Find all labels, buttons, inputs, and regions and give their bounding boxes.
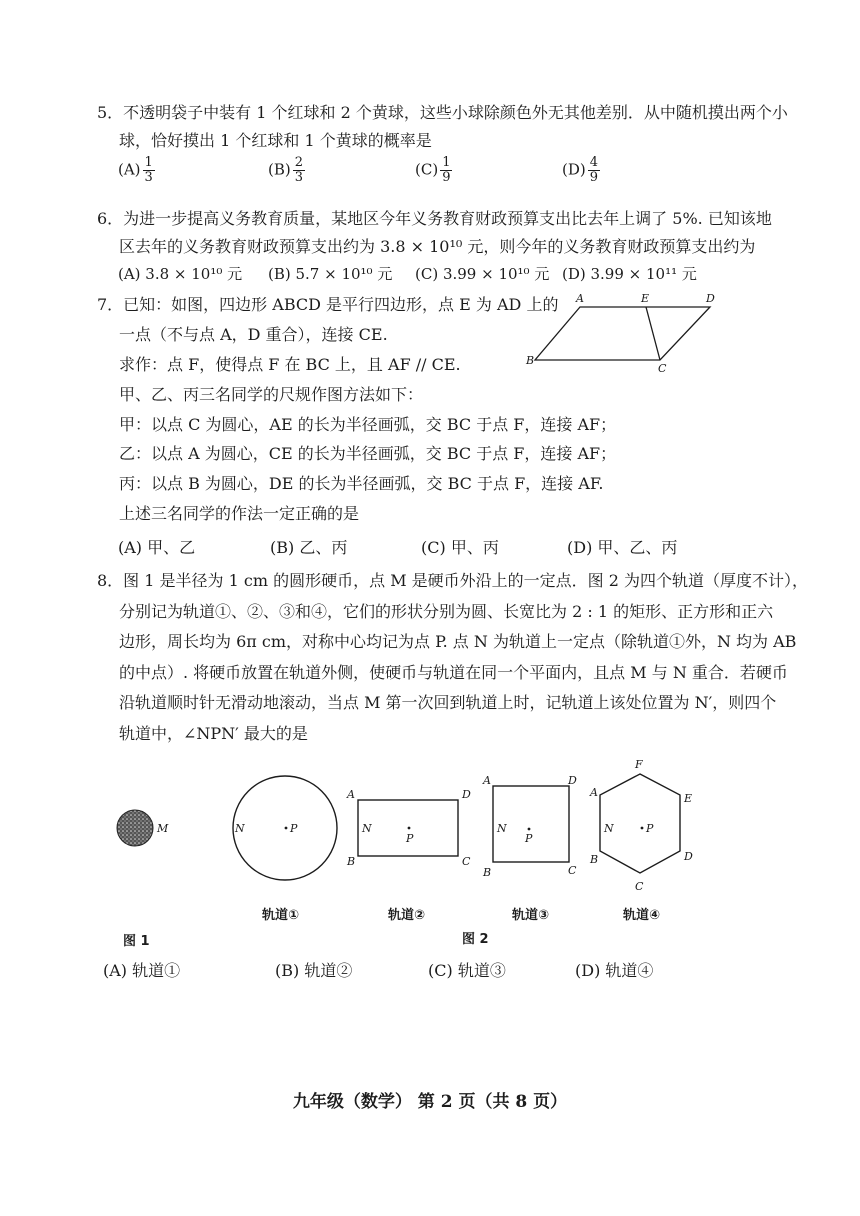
q6-option-a: (A) 3.8 × 10¹⁰ 元: [118, 265, 243, 283]
label-b: B: [526, 354, 535, 367]
track4-caption: 轨道④: [623, 908, 661, 923]
q7-line2: 一点（不与点 A，D 重合），连接 CE.: [119, 325, 388, 344]
q8-line3: 边形，周长均为 6π cm，对称中心均记为点 P. 点 N 为轨道上一定点（除轨道①外，N 均为 AB: [119, 632, 797, 651]
track1-label-n: N: [235, 822, 245, 835]
track2-label-p: P: [406, 832, 414, 845]
q8-option-c: (C) 轨道③: [428, 961, 506, 980]
track4-label-a: A: [590, 786, 598, 799]
q5-option-c: (C) $\frac{1}{9}$: [415, 155, 451, 185]
coin-shape: [117, 810, 153, 846]
track3-label-a: A: [483, 774, 491, 787]
q7-option-b: (B) 乙、丙: [270, 538, 348, 557]
track2-label-b: B: [347, 855, 356, 868]
q7-line1: 7．已知：如图，四边形 ABCD 是平行四边形，点 E 为 AD 上的: [97, 295, 559, 314]
track4-label-c: C: [635, 880, 644, 893]
q6-option-c: (C) 3.99 × 10¹⁰ 元: [415, 265, 550, 283]
q6-option-d: (D) 3.99 × 10¹¹ 元: [562, 265, 697, 283]
track4-label-f: F: [635, 758, 643, 771]
label-d: D: [706, 292, 715, 305]
track1-label-p: P: [290, 822, 298, 835]
fig1-caption: 图 1: [123, 934, 150, 949]
track4-label-n: N: [604, 822, 614, 835]
fig2-caption: 图 2: [462, 932, 489, 947]
track1-caption: 轨道①: [262, 908, 300, 923]
track4-label-b: B: [590, 853, 599, 866]
track2-caption: 轨道②: [388, 908, 426, 923]
tracks-figure: [90, 750, 720, 930]
q7-line6: 乙：以点 A 为圆心，CE 的长为半径画弧，交 BC 于点 F，连接 AF；: [119, 444, 617, 463]
q8-line5: 沿轨道顺时针无滑动地滚动，当点 M 第一次回到轨道上时，记轨道上该处位置为 N′，则四个: [119, 693, 777, 712]
track4-label-d: D: [684, 850, 693, 863]
track4-label-e: E: [684, 792, 693, 805]
q8-line1: 8．图 1 是半径为 1 cm 的圆形硬币，点 M 是硬币外沿上的一定点．图 2 为四个轨道（厚度不计），: [97, 571, 809, 590]
track3-label-n: N: [497, 822, 507, 835]
q7-option-a: (A) 甲、乙: [118, 538, 196, 557]
q7-option-c: (C) 甲、丙: [421, 538, 499, 557]
track4-label-p: P: [646, 822, 654, 835]
track2-label-n: N: [362, 822, 372, 835]
track3-caption: 轨道③: [512, 908, 550, 923]
q5-option-a: (A) $\frac{1}{3}$: [118, 155, 153, 185]
q7-line7: 丙：以点 B 为圆心，DE 的长为半径画弧，交 BC 于点 F，连接 AF.: [119, 474, 604, 493]
q7-line3: 求作：点 F，使得点 F 在 BC 上，且 AF // CE.: [119, 355, 461, 374]
q5-option-b: (B) $\frac{2}{3}$: [268, 155, 304, 185]
label-a: A: [576, 292, 584, 305]
q6-line2: 区去年的义务教育财政预算支出约为 3.8 × 10¹⁰ 元，则今年的义务教育财政预算支出约为: [119, 237, 756, 256]
q8-line6: 轨道中，∠NPN′ 最大的是: [119, 724, 308, 743]
q7-option-d: (D) 甲、乙、丙: [567, 538, 678, 557]
label-e: E: [641, 292, 650, 305]
q6-option-b: (B) 5.7 × 10¹⁰ 元: [268, 265, 393, 283]
q8-option-a: (A) 轨道①: [103, 961, 181, 980]
q5-line2: 球，恰好摸出 1 个红球和 1 个黄球的概率是: [119, 131, 432, 150]
track2-label-a: A: [347, 788, 355, 801]
track3-label-d: D: [568, 774, 577, 787]
q5-line1: 5．不透明袋子中装有 1 个红球和 2 个黄球，这些小球除颜色外无其他差别．从中随机摸出两个小: [97, 103, 788, 122]
q7-line5: 甲：以点 C 为圆心，AE 的长为半径画弧，交 BC 于点 F，连接 AF；: [119, 415, 617, 434]
coin-label-m: M: [157, 822, 169, 835]
track2-label-c: C: [462, 855, 471, 868]
track3-label-b: B: [483, 866, 492, 879]
track3-label-p: P: [525, 832, 533, 845]
page-footer: 九年级（数学） 第 2 页（共 8 页）: [292, 1092, 568, 1112]
track2-label-d: D: [462, 788, 471, 801]
q5-option-d: (D) $\frac{4}{9}$: [562, 155, 599, 185]
parallelogram-figure: [520, 290, 720, 375]
q6-line1: 6．为进一步提高义务教育质量，某地区今年义务教育财政预算支出比去年上调了 5%. 已知该地: [97, 209, 772, 228]
q8-option-d: (D) 轨道④: [575, 961, 654, 980]
q7-line4: 甲、乙、丙三名同学的尺规作图方法如下：: [119, 385, 424, 404]
q8-line2: 分别记为轨道①、②、③和④，它们的形状分别为圆、长宽比为 2 : 1 的矩形、正方形和正六: [119, 602, 774, 621]
q8-option-b: (B) 轨道②: [275, 961, 353, 980]
track3-label-c: C: [568, 864, 577, 877]
q8-line4: 的中点）. 将硬币放置在轨道外侧，使硬币与轨道在同一个平面内，且点 M 与 N 重合．若硬币: [119, 663, 788, 682]
q7-line8: 上述三名同学的作法一定正确的是: [119, 504, 360, 523]
label-c: C: [658, 362, 667, 375]
